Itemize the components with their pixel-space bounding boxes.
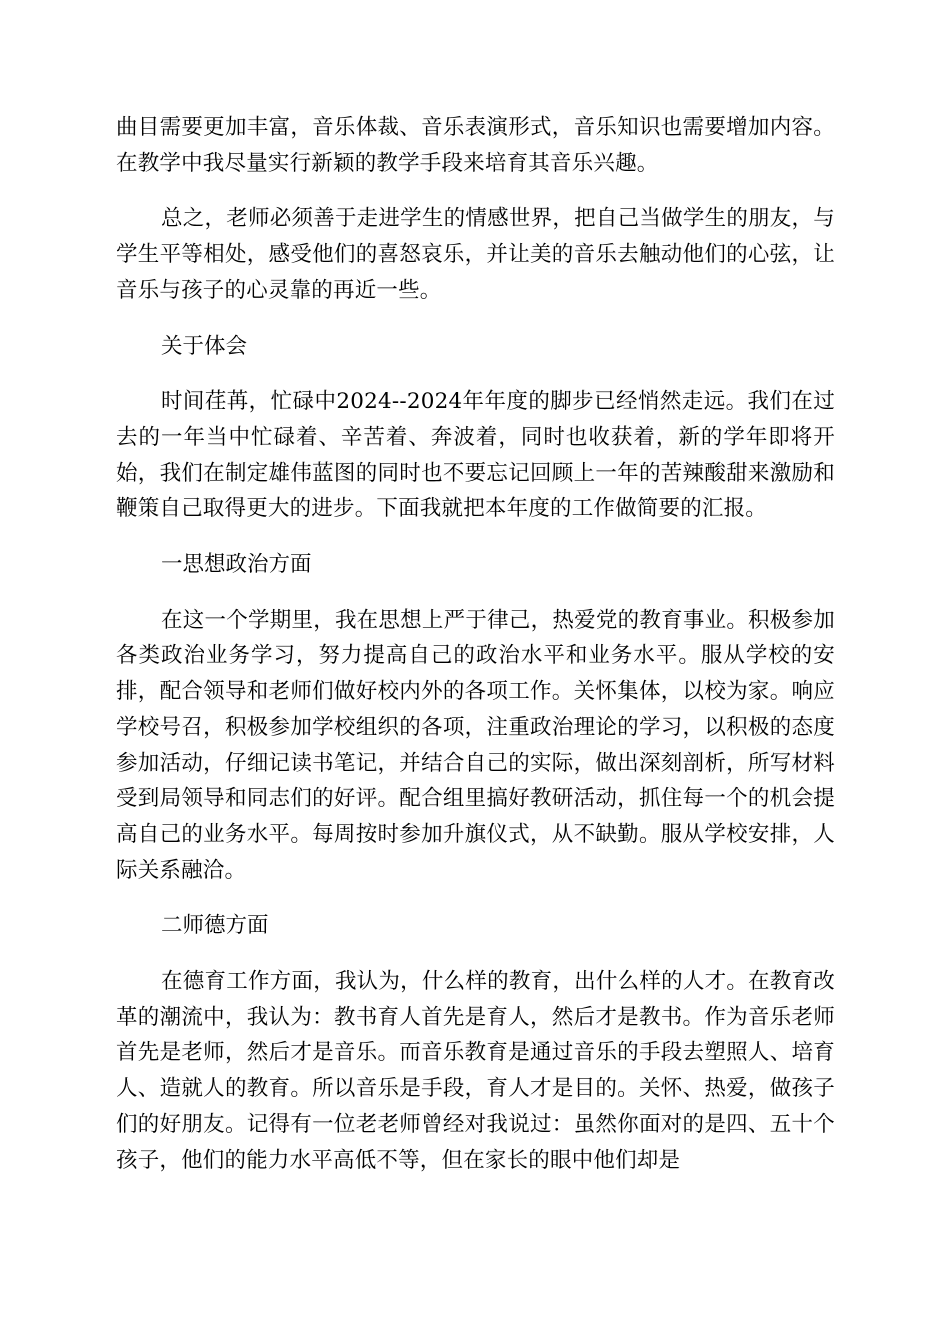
paragraph-ethics: 在德育工作方面，我认为，什么样的教育，出什么样的人才。在教育改革的潮流中，我认为：教书育人首先是育人，然后才是教书。作为音乐老师首先是老师，然后才是音乐。而音乐教育是通过音乐的手段去塑照人、培育人、造就人的教育。所以音乐是手段，育人才是目的。关怀、热爱，做孩子们的好朋友。记得有一位老老师曾经对我说过：虽然你面对的是四、五十个孩子，他们的能力水平高低不等，但在家长的眼中他们却是 <box>116 969 835 1173</box>
section-heading-about: 关于体会 <box>161 333 248 359</box>
paragraph-gap <box>116 944 835 964</box>
paragraph-gap <box>116 888 835 908</box>
section-heading-ethics: 二师德方面 <box>161 913 269 939</box>
paragraph-politics: 在这一个学期里，我在思想上严于律己，热爱党的教育事业。积极参加各类政治业务学习，努力提高自己的政治水平和业务水平。服从学校的安排，配合领导和老师们做好校内外的各项工作。关怀集体，以校为家。响应学校号召，积极参加学校组织的各项，注重政治理论的学习，以积极的态度参加活动，仔细记读书笔记，并结合自己的实际，做出深刻剖析，所写材料受到局领导和同志们的好评。配合组里搞好教研活动，抓住每一个的机会提高自己的业务水平。每周按时参加升旗仪式，从不缺勤。服从学校安排，人际关系融洽。 <box>116 607 835 883</box>
paragraph-gap <box>116 527 835 547</box>
paragraph-summary: 总之，老师必须善于走进学生的情感世界，把自己当做学生的朋友，与学生平等相处，感受他们的喜怒哀乐，并让美的音乐去触动他们的心弦，让音乐与孩子的心灵靠的再近一些。 <box>116 206 835 303</box>
paragraph-continued: 曲目需要更加丰富，音乐体裁、音乐表演形式，音乐知识也需要增加内容。在教学中我尽量实行新颖的教学手段来培育其音乐兴趣。 <box>116 115 835 176</box>
paragraph-intro: 时间荏苒，忙碌中2024--2024年年度的脚步已经悄然走远。我们在过去的一年当中忙碌着、辛苦着、奔波着，同时也收获着，新的学年即将开始，我们在制定雄伟蓝图的同时也不要忘记回顾上一年的苦辣酸甜来激励和鞭策自己取得更大的进步。下面我就把本年度的工作做简要的汇报。 <box>116 389 835 522</box>
document-body <box>116 110 835 1178</box>
paragraph-gap <box>116 364 835 384</box>
paragraph-gap <box>116 309 835 329</box>
paragraph-gap <box>116 583 835 603</box>
paragraph-gap <box>116 181 835 201</box>
section-heading-politics: 一思想政治方面 <box>161 552 312 578</box>
